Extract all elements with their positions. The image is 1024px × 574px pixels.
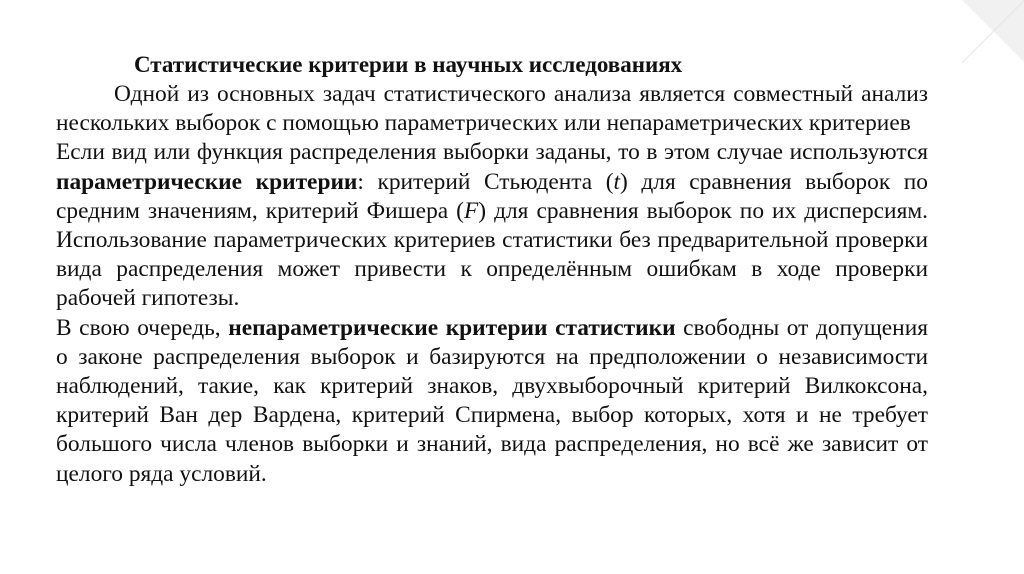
slide-title: Статистические критерии в научных исследованиях xyxy=(134,52,683,77)
parametric-paragraph xyxy=(56,138,928,313)
nonparametric-paragraph xyxy=(56,314,928,489)
student-t-symbol: t xyxy=(613,168,621,195)
intro-paragraph: Одной из основных задач статистического анализа является совместный анализ нескольких выборок с помощью параметрических или непараметрических критериев xyxy=(56,81,928,137)
nonparametric-rest-text: свободны от допущения о законе распределения выборок и базируются на предположении о независимости наблюдений, такие, как критерий знаков, двухвыборочный критерий Вилкоксона, критерий Ван дер Вардена, критерий Спирмена, выбор которых, хотя и не требует большого числа членов выборки и знаний, вида распределения, но всё же зависит от целого ряда условий. xyxy=(56,314,928,487)
nonparametric-lead-text: В свою очередь, xyxy=(56,314,229,341)
nonparametric-criteria-term: непараметрические критерии статистики xyxy=(228,314,676,341)
parametric-text-3: ) для сравнения выборок по их дисперсиям. Использование параметрических критериев статистики без предварительной проверки вида распределения может привести к определённым ошибкам в ходе проверки рабочей гипотезы. xyxy=(56,197,928,312)
parametric-text-2: ) для сравнения выборок по средним значениям, критерий Фишера ( xyxy=(56,168,928,224)
slide-content xyxy=(56,50,928,489)
parametric-criteria-term: параметрические критерии xyxy=(56,168,358,195)
fisher-f-symbol: F xyxy=(463,197,479,224)
parametric-text-1: : критерий Стьюдента ( xyxy=(357,168,614,195)
parametric-lead-text: Если вид или функция распределения выборки заданы, то в этом случае используются xyxy=(56,139,928,166)
